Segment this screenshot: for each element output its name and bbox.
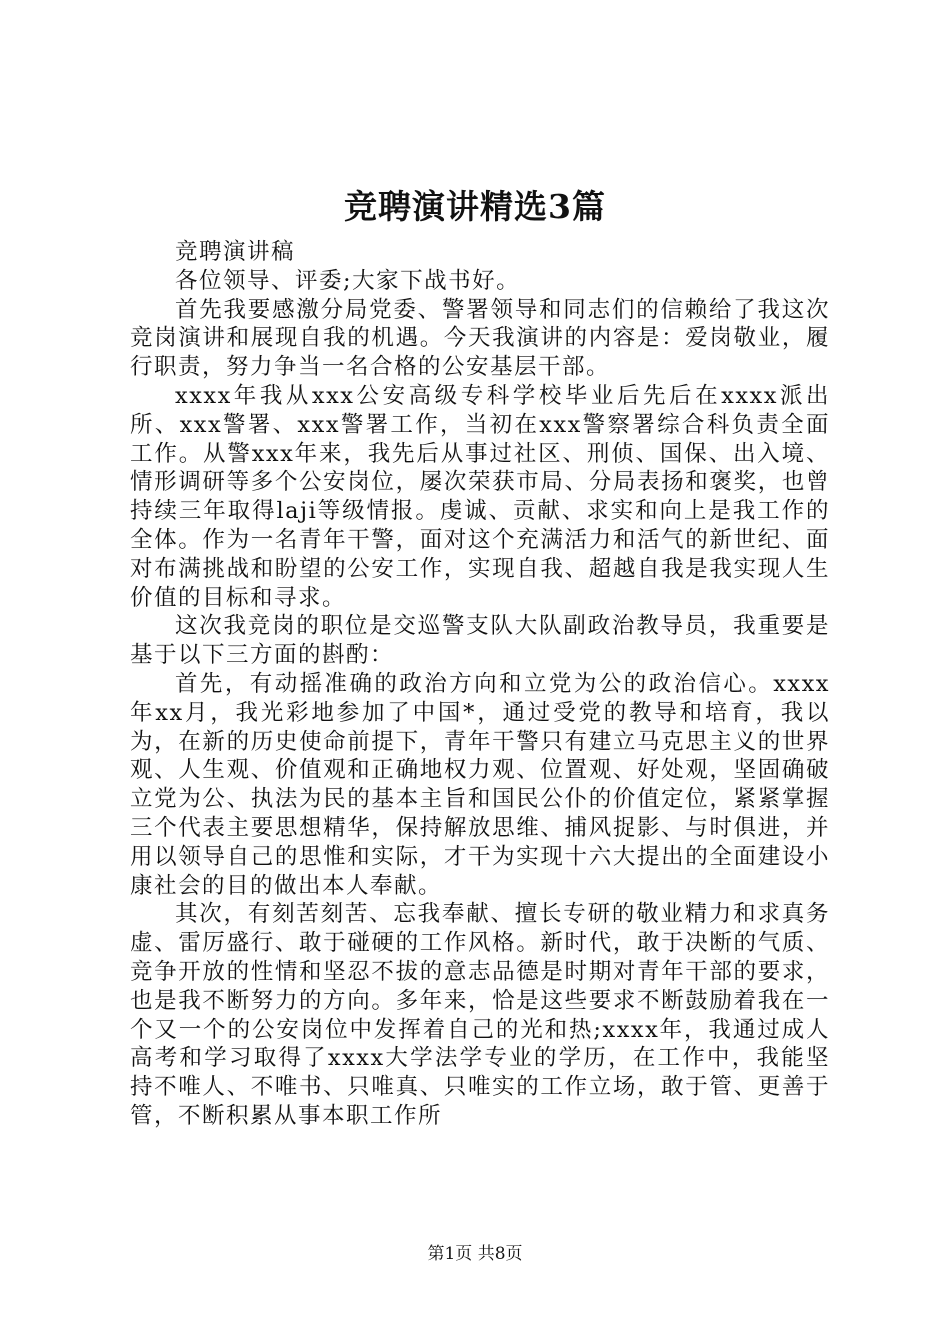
paragraph: 首先我要感激分局党委、警署领导和同志们的信赖给了我这次竞岗演讲和展现自我的机遇。今天我演讲的内容是：爱岗敬业，履行职责，努力争当一名合格的公安基层干部。	[130, 296, 830, 381]
paragraph: 竞聘演讲稿	[175, 239, 296, 265]
page-number-footer: 第1页 共8页	[427, 1244, 523, 1264]
paragraph: 这次我竞岗的职位是交巡警支队大队副政治教导员，我重要是基于以下三方面的斟酌：	[130, 613, 830, 669]
document-title: 竞聘演讲精选3篇	[344, 187, 606, 226]
paragraph: 各位领导、评委;大家下战书好。	[175, 267, 521, 294]
paragraph: 其次，有刻苦刻苦、忘我奉献、擅长专研的敬业精力和求真务虚、雷厉盛行、敢于碰硬的工作风格。新时代，敢于决断的气质、竞争开放的性情和坚忍不拔的意志品德是时期对青年干部的要求，也是我不断努力的方向。多年来，恰是这些要求不断鼓励着我在一个又一个的公安岗位中发挥着自己的光和热;xxxx年，我通过成人高考和学习取得了xxxx大学法学专业的学历，在工作中，我能坚持不唯人、不唯书、只唯真、只唯实的工作立场，敢于管、更善于管，不断积累从事本职工作所	[130, 901, 830, 1129]
document-body	[130, 238, 830, 1131]
paragraph: 首先，有动摇准确的政治方向和立党为公的政治信心。xxxx年xx月，我光彩地参加了中国*，通过受党的教导和培育，我以为，在新的历史使命前提下，青年干警只有建立马克思主义的世界观、人生观、价值观和正确地权力观、位置观、好处观，坚固确破立党为公、执法为民的基本主旨和国民公仆的价值定位，紧紧掌握三个代表主要思想精华，保持解放思维、捕风捉影、与时俱进，并用以领导自己的思惟和实际，才干为实现十六大提出的全面建设小康社会的目的做出本人奉献。	[130, 670, 830, 899]
paragraph: xxxx年我从xxx公安高级专科学校毕业后先后在xxxx派出所、xxx警署、xxx警署工作，当初在xxx警察署综合科负责全面工作。从警xxx年来，我先后从事过社区、刑侦、国保、出入境、情形调研等多个公安岗位，屡次荣获市局、分局表扬和褒奖，也曾持续三年取得laji等级情报。虔诚、贡献、求实和向上是我工作的全体。作为一名青年干警，面对这个充满活力和活气的新世纪、面对布满挑战和盼望的公安工作，实现自我、超越自我是我实现人生价值的目标和寻求。	[130, 382, 830, 611]
